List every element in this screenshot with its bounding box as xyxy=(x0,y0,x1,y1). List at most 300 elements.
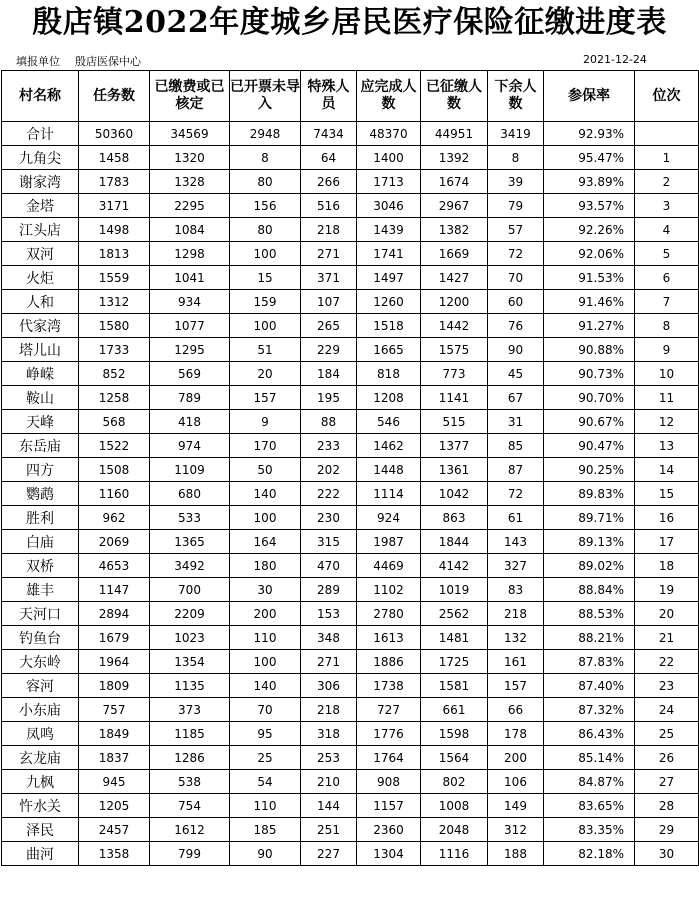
cell-enrollment-rate[interactable]: 90.88% xyxy=(544,338,635,362)
cell-paid-or-verified[interactable]: 1077 xyxy=(150,314,230,338)
cell-invoiced-not-imported[interactable]: 80 xyxy=(230,170,301,194)
column-header-special-persons[interactable]: 特殊人员 xyxy=(301,71,357,122)
cell-task-count[interactable]: 962 xyxy=(79,506,150,530)
cell-task-count[interactable]: 1964 xyxy=(79,650,150,674)
cell-rank[interactable]: 28 xyxy=(635,794,699,818)
cell-enrollment-rate[interactable]: 88.84% xyxy=(544,578,635,602)
cell-invoiced-not-imported[interactable]: 80 xyxy=(230,218,301,242)
cell-collected-count[interactable]: 2048 xyxy=(421,818,488,842)
cell-special-persons[interactable]: 218 xyxy=(301,218,357,242)
cell-enrollment-rate[interactable]: 90.70% xyxy=(544,386,635,410)
cell-required-count[interactable]: 546 xyxy=(357,410,421,434)
cell-special-persons[interactable]: 306 xyxy=(301,674,357,698)
cell-village-name[interactable]: 大东岭 xyxy=(2,650,79,674)
cell-enrollment-rate[interactable]: 89.83% xyxy=(544,482,635,506)
cell-enrollment-rate[interactable]: 87.40% xyxy=(544,674,635,698)
cell-remaining-count[interactable]: 188 xyxy=(488,842,544,866)
cell-remaining-count[interactable]: 76 xyxy=(488,314,544,338)
cell-collected-count[interactable]: 1392 xyxy=(421,146,488,170)
cell-enrollment-rate[interactable]: 93.89% xyxy=(544,170,635,194)
cell-required-count[interactable]: 1764 xyxy=(357,746,421,770)
cell-special-persons[interactable]: 271 xyxy=(301,650,357,674)
cell-remaining-count[interactable]: 106 xyxy=(488,770,544,794)
cell-rank[interactable]: 2 xyxy=(635,170,699,194)
column-header-rank[interactable]: 位次 xyxy=(635,71,699,122)
cell-remaining-count[interactable]: 72 xyxy=(488,242,544,266)
cell-enrollment-rate[interactable]: 93.57% xyxy=(544,194,635,218)
cell-village-name[interactable]: 胜利 xyxy=(2,506,79,530)
cell-enrollment-rate[interactable]: 89.13% xyxy=(544,530,635,554)
cell-collected-count[interactable]: 1481 xyxy=(421,626,488,650)
cell-village-name[interactable]: 天河口 xyxy=(2,602,79,626)
cell-required-count[interactable]: 1665 xyxy=(357,338,421,362)
cell-task-count[interactable]: 1160 xyxy=(79,482,150,506)
cell-invoiced-not-imported[interactable]: 50 xyxy=(230,458,301,482)
cell-village-name[interactable]: 天峰 xyxy=(2,410,79,434)
cell-village-name[interactable]: 九角尖 xyxy=(2,146,79,170)
cell-rank[interactable]: 10 xyxy=(635,362,699,386)
cell-remaining-count[interactable]: 8 xyxy=(488,146,544,170)
cell-task-count[interactable]: 568 xyxy=(79,410,150,434)
cell-enrollment-rate[interactable]: 92.93% xyxy=(544,122,635,146)
cell-rank[interactable]: 30 xyxy=(635,842,699,866)
cell-enrollment-rate[interactable]: 90.67% xyxy=(544,410,635,434)
cell-invoiced-not-imported[interactable]: 110 xyxy=(230,794,301,818)
cell-special-persons[interactable]: 210 xyxy=(301,770,357,794)
cell-paid-or-verified[interactable]: 1295 xyxy=(150,338,230,362)
cell-special-persons[interactable]: 516 xyxy=(301,194,357,218)
cell-invoiced-not-imported[interactable]: 170 xyxy=(230,434,301,458)
cell-paid-or-verified[interactable]: 934 xyxy=(150,290,230,314)
cell-collected-count[interactable]: 1575 xyxy=(421,338,488,362)
cell-collected-count[interactable]: 1598 xyxy=(421,722,488,746)
cell-remaining-count[interactable]: 312 xyxy=(488,818,544,842)
cell-remaining-count[interactable]: 3419 xyxy=(488,122,544,146)
cell-village-name[interactable]: 白庙 xyxy=(2,530,79,554)
cell-rank[interactable]: 1 xyxy=(635,146,699,170)
cell-task-count[interactable]: 1849 xyxy=(79,722,150,746)
cell-collected-count[interactable]: 1669 xyxy=(421,242,488,266)
cell-special-persons[interactable]: 202 xyxy=(301,458,357,482)
cell-task-count[interactable]: 1783 xyxy=(79,170,150,194)
cell-rank[interactable]: 29 xyxy=(635,818,699,842)
cell-paid-or-verified[interactable]: 2295 xyxy=(150,194,230,218)
cell-collected-count[interactable]: 44951 xyxy=(421,122,488,146)
cell-paid-or-verified[interactable]: 1612 xyxy=(150,818,230,842)
cell-invoiced-not-imported[interactable]: 54 xyxy=(230,770,301,794)
cell-rank[interactable]: 26 xyxy=(635,746,699,770)
cell-invoiced-not-imported[interactable]: 200 xyxy=(230,602,301,626)
cell-paid-or-verified[interactable]: 1365 xyxy=(150,530,230,554)
cell-task-count[interactable]: 945 xyxy=(79,770,150,794)
cell-village-name[interactable]: 谢家湾 xyxy=(2,170,79,194)
cell-paid-or-verified[interactable]: 1023 xyxy=(150,626,230,650)
cell-remaining-count[interactable]: 132 xyxy=(488,626,544,650)
cell-collected-count[interactable]: 661 xyxy=(421,698,488,722)
cell-invoiced-not-imported[interactable]: 140 xyxy=(230,674,301,698)
cell-village-name[interactable]: 玄龙庙 xyxy=(2,746,79,770)
cell-task-count[interactable]: 4653 xyxy=(79,554,150,578)
cell-task-count[interactable]: 1522 xyxy=(79,434,150,458)
cell-special-persons[interactable]: 227 xyxy=(301,842,357,866)
cell-village-name[interactable]: 合计 xyxy=(2,122,79,146)
cell-village-name[interactable]: 九枫 xyxy=(2,770,79,794)
cell-invoiced-not-imported[interactable]: 9 xyxy=(230,410,301,434)
cell-paid-or-verified[interactable]: 1109 xyxy=(150,458,230,482)
cell-task-count[interactable]: 1559 xyxy=(79,266,150,290)
cell-remaining-count[interactable]: 327 xyxy=(488,554,544,578)
cell-collected-count[interactable]: 802 xyxy=(421,770,488,794)
cell-task-count[interactable]: 2069 xyxy=(79,530,150,554)
cell-paid-or-verified[interactable]: 700 xyxy=(150,578,230,602)
cell-invoiced-not-imported[interactable]: 15 xyxy=(230,266,301,290)
cell-task-count[interactable]: 757 xyxy=(79,698,150,722)
cell-collected-count[interactable]: 515 xyxy=(421,410,488,434)
cell-paid-or-verified[interactable]: 754 xyxy=(150,794,230,818)
cell-rank[interactable]: 15 xyxy=(635,482,699,506)
cell-task-count[interactable]: 1580 xyxy=(79,314,150,338)
cell-rank[interactable]: 22 xyxy=(635,650,699,674)
cell-task-count[interactable]: 1837 xyxy=(79,746,150,770)
cell-remaining-count[interactable]: 72 xyxy=(488,482,544,506)
cell-rank[interactable]: 3 xyxy=(635,194,699,218)
cell-enrollment-rate[interactable]: 90.73% xyxy=(544,362,635,386)
cell-rank[interactable]: 7 xyxy=(635,290,699,314)
cell-invoiced-not-imported[interactable]: 25 xyxy=(230,746,301,770)
cell-required-count[interactable]: 818 xyxy=(357,362,421,386)
cell-paid-or-verified[interactable]: 569 xyxy=(150,362,230,386)
cell-required-count[interactable]: 1518 xyxy=(357,314,421,338)
cell-rank[interactable]: 17 xyxy=(635,530,699,554)
cell-collected-count[interactable]: 1116 xyxy=(421,842,488,866)
cell-enrollment-rate[interactable]: 91.27% xyxy=(544,314,635,338)
cell-enrollment-rate[interactable]: 88.53% xyxy=(544,602,635,626)
cell-required-count[interactable]: 1738 xyxy=(357,674,421,698)
cell-special-persons[interactable]: 184 xyxy=(301,362,357,386)
cell-special-persons[interactable]: 195 xyxy=(301,386,357,410)
cell-required-count[interactable]: 908 xyxy=(357,770,421,794)
cell-required-count[interactable]: 1102 xyxy=(357,578,421,602)
cell-task-count[interactable]: 1458 xyxy=(79,146,150,170)
cell-collected-count[interactable]: 4142 xyxy=(421,554,488,578)
cell-village-name[interactable]: 雄丰 xyxy=(2,578,79,602)
cell-village-name[interactable]: 曲河 xyxy=(2,842,79,866)
cell-required-count[interactable]: 924 xyxy=(357,506,421,530)
cell-required-count[interactable]: 1260 xyxy=(357,290,421,314)
cell-enrollment-rate[interactable]: 92.26% xyxy=(544,218,635,242)
cell-paid-or-verified[interactable]: 2209 xyxy=(150,602,230,626)
cell-special-persons[interactable]: 318 xyxy=(301,722,357,746)
cell-remaining-count[interactable]: 66 xyxy=(488,698,544,722)
cell-paid-or-verified[interactable]: 538 xyxy=(150,770,230,794)
cell-village-name[interactable]: 四方 xyxy=(2,458,79,482)
cell-remaining-count[interactable]: 67 xyxy=(488,386,544,410)
cell-rank[interactable]: 24 xyxy=(635,698,699,722)
cell-enrollment-rate[interactable]: 89.71% xyxy=(544,506,635,530)
cell-invoiced-not-imported[interactable]: 110 xyxy=(230,626,301,650)
cell-collected-count[interactable]: 1019 xyxy=(421,578,488,602)
cell-rank[interactable]: 13 xyxy=(635,434,699,458)
cell-required-count[interactable]: 1462 xyxy=(357,434,421,458)
cell-paid-or-verified[interactable]: 3492 xyxy=(150,554,230,578)
cell-remaining-count[interactable]: 61 xyxy=(488,506,544,530)
cell-required-count[interactable]: 1208 xyxy=(357,386,421,410)
cell-remaining-count[interactable]: 157 xyxy=(488,674,544,698)
cell-rank[interactable]: 12 xyxy=(635,410,699,434)
cell-invoiced-not-imported[interactable]: 159 xyxy=(230,290,301,314)
cell-required-count[interactable]: 4469 xyxy=(357,554,421,578)
cell-collected-count[interactable]: 1377 xyxy=(421,434,488,458)
cell-required-count[interactable]: 1157 xyxy=(357,794,421,818)
cell-enrollment-rate[interactable]: 86.43% xyxy=(544,722,635,746)
cell-enrollment-rate[interactable]: 83.65% xyxy=(544,794,635,818)
cell-remaining-count[interactable]: 178 xyxy=(488,722,544,746)
cell-required-count[interactable]: 1776 xyxy=(357,722,421,746)
cell-village-name[interactable]: 江头店 xyxy=(2,218,79,242)
cell-rank[interactable]: 4 xyxy=(635,218,699,242)
cell-collected-count[interactable]: 1427 xyxy=(421,266,488,290)
cell-paid-or-verified[interactable]: 1185 xyxy=(150,722,230,746)
cell-task-count[interactable]: 1809 xyxy=(79,674,150,698)
cell-paid-or-verified[interactable]: 1298 xyxy=(150,242,230,266)
cell-rank[interactable]: 6 xyxy=(635,266,699,290)
cell-collected-count[interactable]: 2967 xyxy=(421,194,488,218)
cell-task-count[interactable]: 1679 xyxy=(79,626,150,650)
cell-remaining-count[interactable]: 200 xyxy=(488,746,544,770)
cell-paid-or-verified[interactable]: 533 xyxy=(150,506,230,530)
column-header-collected-count[interactable]: 已征缴人数 xyxy=(421,71,488,122)
cell-required-count[interactable]: 1114 xyxy=(357,482,421,506)
cell-paid-or-verified[interactable]: 680 xyxy=(150,482,230,506)
cell-task-count[interactable]: 2894 xyxy=(79,602,150,626)
cell-task-count[interactable]: 1508 xyxy=(79,458,150,482)
cell-paid-or-verified[interactable]: 1286 xyxy=(150,746,230,770)
cell-rank[interactable]: 19 xyxy=(635,578,699,602)
cell-special-persons[interactable]: 470 xyxy=(301,554,357,578)
cell-rank[interactable] xyxy=(635,122,699,146)
cell-paid-or-verified[interactable]: 799 xyxy=(150,842,230,866)
cell-rank[interactable]: 16 xyxy=(635,506,699,530)
cell-paid-or-verified[interactable]: 1084 xyxy=(150,218,230,242)
cell-village-name[interactable]: 双河 xyxy=(2,242,79,266)
cell-enrollment-rate[interactable]: 90.25% xyxy=(544,458,635,482)
cell-village-name[interactable]: 代家湾 xyxy=(2,314,79,338)
cell-invoiced-not-imported[interactable]: 90 xyxy=(230,842,301,866)
cell-required-count[interactable]: 1886 xyxy=(357,650,421,674)
cell-task-count[interactable]: 1312 xyxy=(79,290,150,314)
cell-task-count[interactable]: 1733 xyxy=(79,338,150,362)
cell-remaining-count[interactable]: 39 xyxy=(488,170,544,194)
cell-enrollment-rate[interactable]: 92.06% xyxy=(544,242,635,266)
cell-village-name[interactable]: 双桥 xyxy=(2,554,79,578)
cell-collected-count[interactable]: 1674 xyxy=(421,170,488,194)
cell-collected-count[interactable]: 1725 xyxy=(421,650,488,674)
cell-rank[interactable]: 27 xyxy=(635,770,699,794)
cell-paid-or-verified[interactable]: 1135 xyxy=(150,674,230,698)
cell-village-name[interactable]: 容河 xyxy=(2,674,79,698)
cell-rank[interactable]: 11 xyxy=(635,386,699,410)
cell-invoiced-not-imported[interactable]: 157 xyxy=(230,386,301,410)
cell-enrollment-rate[interactable]: 89.02% xyxy=(544,554,635,578)
cell-invoiced-not-imported[interactable]: 30 xyxy=(230,578,301,602)
cell-special-persons[interactable]: 144 xyxy=(301,794,357,818)
cell-paid-or-verified[interactable]: 1328 xyxy=(150,170,230,194)
cell-village-name[interactable]: 小东庙 xyxy=(2,698,79,722)
cell-village-name[interactable]: 泽民 xyxy=(2,818,79,842)
cell-collected-count[interactable]: 863 xyxy=(421,506,488,530)
cell-remaining-count[interactable]: 87 xyxy=(488,458,544,482)
cell-collected-count[interactable]: 1361 xyxy=(421,458,488,482)
cell-rank[interactable]: 25 xyxy=(635,722,699,746)
cell-task-count[interactable]: 50360 xyxy=(79,122,150,146)
cell-rank[interactable]: 23 xyxy=(635,674,699,698)
column-header-remaining-count[interactable]: 下余人数 xyxy=(488,71,544,122)
cell-remaining-count[interactable]: 79 xyxy=(488,194,544,218)
cell-required-count[interactable]: 1713 xyxy=(357,170,421,194)
cell-collected-count[interactable]: 1564 xyxy=(421,746,488,770)
cell-village-name[interactable]: 峥嵘 xyxy=(2,362,79,386)
cell-task-count[interactable]: 1258 xyxy=(79,386,150,410)
cell-village-name[interactable]: 火炬 xyxy=(2,266,79,290)
cell-task-count[interactable]: 1813 xyxy=(79,242,150,266)
column-header-paid-or-verified[interactable]: 已缴费或已核定 xyxy=(150,71,230,122)
cell-remaining-count[interactable]: 83 xyxy=(488,578,544,602)
cell-required-count[interactable]: 1497 xyxy=(357,266,421,290)
cell-special-persons[interactable]: 222 xyxy=(301,482,357,506)
cell-task-count[interactable]: 3171 xyxy=(79,194,150,218)
cell-rank[interactable]: 5 xyxy=(635,242,699,266)
cell-special-persons[interactable]: 266 xyxy=(301,170,357,194)
cell-collected-count[interactable]: 1200 xyxy=(421,290,488,314)
cell-special-persons[interactable]: 251 xyxy=(301,818,357,842)
cell-remaining-count[interactable]: 85 xyxy=(488,434,544,458)
cell-rank[interactable]: 18 xyxy=(635,554,699,578)
cell-rank[interactable]: 20 xyxy=(635,602,699,626)
cell-invoiced-not-imported[interactable]: 51 xyxy=(230,338,301,362)
cell-paid-or-verified[interactable]: 373 xyxy=(150,698,230,722)
cell-task-count[interactable]: 1498 xyxy=(79,218,150,242)
cell-task-count[interactable]: 852 xyxy=(79,362,150,386)
cell-special-persons[interactable]: 107 xyxy=(301,290,357,314)
cell-enrollment-rate[interactable]: 95.47% xyxy=(544,146,635,170)
cell-village-name[interactable]: 金塔 xyxy=(2,194,79,218)
cell-collected-count[interactable]: 1008 xyxy=(421,794,488,818)
cell-invoiced-not-imported[interactable]: 2948 xyxy=(230,122,301,146)
cell-rank[interactable]: 9 xyxy=(635,338,699,362)
column-header-invoiced-not-imported[interactable]: 已开票未导入 xyxy=(230,71,301,122)
cell-village-name[interactable]: 塔儿山 xyxy=(2,338,79,362)
cell-special-persons[interactable]: 88 xyxy=(301,410,357,434)
cell-required-count[interactable]: 48370 xyxy=(357,122,421,146)
cell-required-count[interactable]: 1448 xyxy=(357,458,421,482)
cell-required-count[interactable]: 2780 xyxy=(357,602,421,626)
column-header-village-name[interactable]: 村名称 xyxy=(2,71,79,122)
cell-invoiced-not-imported[interactable]: 20 xyxy=(230,362,301,386)
cell-remaining-count[interactable]: 31 xyxy=(488,410,544,434)
cell-remaining-count[interactable]: 57 xyxy=(488,218,544,242)
cell-task-count[interactable]: 2457 xyxy=(79,818,150,842)
cell-special-persons[interactable]: 371 xyxy=(301,266,357,290)
cell-invoiced-not-imported[interactable]: 70 xyxy=(230,698,301,722)
cell-collected-count[interactable]: 1141 xyxy=(421,386,488,410)
cell-invoiced-not-imported[interactable]: 156 xyxy=(230,194,301,218)
cell-special-persons[interactable]: 233 xyxy=(301,434,357,458)
cell-invoiced-not-imported[interactable]: 8 xyxy=(230,146,301,170)
cell-required-count[interactable]: 1400 xyxy=(357,146,421,170)
cell-special-persons[interactable]: 289 xyxy=(301,578,357,602)
cell-remaining-count[interactable]: 218 xyxy=(488,602,544,626)
cell-special-persons[interactable]: 253 xyxy=(301,746,357,770)
cell-village-name[interactable]: 鹦鹉 xyxy=(2,482,79,506)
cell-paid-or-verified[interactable]: 974 xyxy=(150,434,230,458)
cell-invoiced-not-imported[interactable]: 140 xyxy=(230,482,301,506)
cell-enrollment-rate[interactable]: 90.47% xyxy=(544,434,635,458)
cell-collected-count[interactable]: 1442 xyxy=(421,314,488,338)
cell-invoiced-not-imported[interactable]: 185 xyxy=(230,818,301,842)
cell-village-name[interactable]: 人和 xyxy=(2,290,79,314)
cell-special-persons[interactable]: 7434 xyxy=(301,122,357,146)
column-header-required-count[interactable]: 应完成人数 xyxy=(357,71,421,122)
cell-special-persons[interactable]: 229 xyxy=(301,338,357,362)
cell-paid-or-verified[interactable]: 789 xyxy=(150,386,230,410)
cell-collected-count[interactable]: 1844 xyxy=(421,530,488,554)
cell-enrollment-rate[interactable]: 83.35% xyxy=(544,818,635,842)
cell-required-count[interactable]: 1304 xyxy=(357,842,421,866)
cell-task-count[interactable]: 1358 xyxy=(79,842,150,866)
cell-village-name[interactable]: 东岳庙 xyxy=(2,434,79,458)
cell-invoiced-not-imported[interactable]: 164 xyxy=(230,530,301,554)
cell-required-count[interactable]: 1613 xyxy=(357,626,421,650)
cell-collected-count[interactable]: 1581 xyxy=(421,674,488,698)
cell-remaining-count[interactable]: 70 xyxy=(488,266,544,290)
cell-special-persons[interactable]: 348 xyxy=(301,626,357,650)
cell-required-count[interactable]: 727 xyxy=(357,698,421,722)
cell-task-count[interactable]: 1205 xyxy=(79,794,150,818)
cell-enrollment-rate[interactable]: 82.18% xyxy=(544,842,635,866)
cell-remaining-count[interactable]: 161 xyxy=(488,650,544,674)
cell-paid-or-verified[interactable]: 418 xyxy=(150,410,230,434)
cell-required-count[interactable]: 1741 xyxy=(357,242,421,266)
cell-remaining-count[interactable]: 60 xyxy=(488,290,544,314)
cell-collected-count[interactable]: 2562 xyxy=(421,602,488,626)
cell-village-name[interactable]: 钓鱼台 xyxy=(2,626,79,650)
cell-enrollment-rate[interactable]: 87.83% xyxy=(544,650,635,674)
cell-required-count[interactable]: 1439 xyxy=(357,218,421,242)
cell-rank[interactable]: 8 xyxy=(635,314,699,338)
cell-collected-count[interactable]: 773 xyxy=(421,362,488,386)
cell-enrollment-rate[interactable]: 85.14% xyxy=(544,746,635,770)
cell-remaining-count[interactable]: 149 xyxy=(488,794,544,818)
cell-special-persons[interactable]: 230 xyxy=(301,506,357,530)
cell-required-count[interactable]: 2360 xyxy=(357,818,421,842)
cell-enrollment-rate[interactable]: 88.21% xyxy=(544,626,635,650)
cell-invoiced-not-imported[interactable]: 100 xyxy=(230,506,301,530)
cell-enrollment-rate[interactable]: 87.32% xyxy=(544,698,635,722)
cell-paid-or-verified[interactable]: 1041 xyxy=(150,266,230,290)
cell-special-persons[interactable]: 271 xyxy=(301,242,357,266)
cell-rank[interactable]: 21 xyxy=(635,626,699,650)
cell-special-persons[interactable]: 265 xyxy=(301,314,357,338)
cell-remaining-count[interactable]: 90 xyxy=(488,338,544,362)
cell-village-name[interactable]: 凤鸣 xyxy=(2,722,79,746)
cell-collected-count[interactable]: 1382 xyxy=(421,218,488,242)
cell-special-persons[interactable]: 315 xyxy=(301,530,357,554)
cell-village-name[interactable]: 鞍山 xyxy=(2,386,79,410)
cell-paid-or-verified[interactable]: 1320 xyxy=(150,146,230,170)
cell-required-count[interactable]: 1987 xyxy=(357,530,421,554)
cell-invoiced-not-imported[interactable]: 100 xyxy=(230,650,301,674)
cell-special-persons[interactable]: 218 xyxy=(301,698,357,722)
